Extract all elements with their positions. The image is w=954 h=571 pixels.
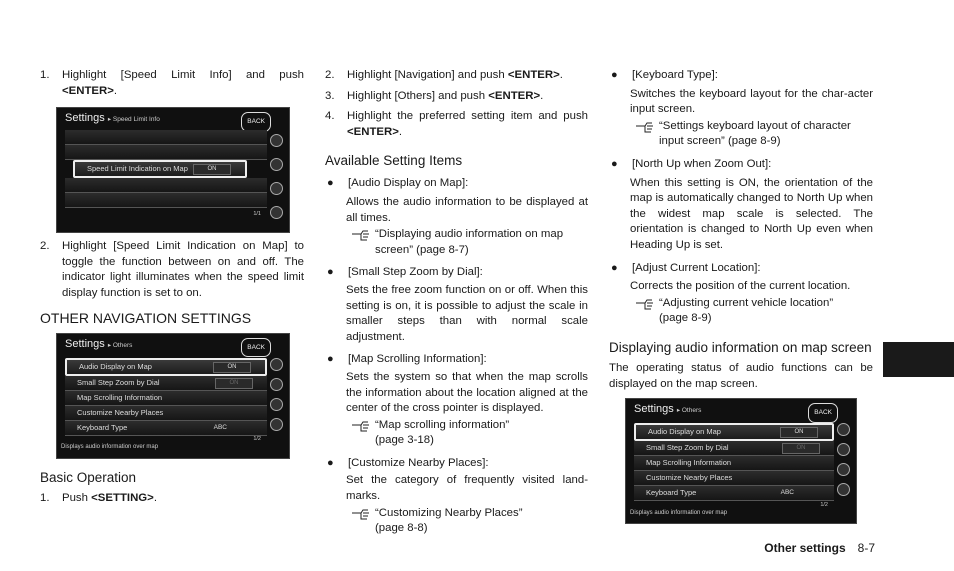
step-4: 4. Highlight the preferred setting item and push <ENTER>. [325, 110, 588, 138]
bullet-icon: ● [611, 157, 618, 170]
hand-pointer-icon [351, 227, 375, 258]
hand-pointer-icon [635, 119, 659, 150]
setting-item: ● [Map Scrolling Information]: [325, 352, 588, 368]
setting-item: ● [North Up when Zoom Out]: [609, 157, 873, 173]
screenshot-others: Settings ▸ Others BACK Audio Display on Map ON Small Step Zoom by Dial ON Map Scrolling Information Customize Nearby Places Keyboard Type ABC 1/2 Displays audio information over map [56, 333, 290, 459]
scroll-icon[interactable] [270, 158, 283, 171]
back-button[interactable]: BACK [241, 112, 271, 132]
column-2: 2. Highlight [Navigation] and push <ENTER>. 3. Highlight [Others] and push <ENTER>. 4. Highlight the preferred setting item and push <ENTER>. Available Setting Items ● [Audio Display on Map]: Allows the audio information to be displayed at all times. “Displaying audio information on map screen” (page 8-7) ● [Small Step Zoom by Dial]: Sets the free zoom function on or off. When this setting is on, it is possible to adjust the scale in smaller steps than with normal scale adjustment. ● [Map Scrolling Information]: Sets the system so that when the map scrolls the information about the location aligned at the center of the cross pointer is displayed. “Map scrolling information” (page 3-18) ● [Customize Nearby Places]: Set the category of frequently visited land-marks. “Customizing Nearby Places” (page 8-8) [325, 68, 588, 537]
hand-pointer-icon [351, 418, 375, 449]
basic-step-1: 1. Push <SETTING>. [40, 491, 157, 504]
list-item[interactable] [65, 178, 267, 193]
scroll-icon[interactable] [270, 398, 283, 411]
small-step-zoom-row[interactable]: Small Step Zoom by Dial ON [634, 441, 834, 456]
bullet-icon: ● [327, 266, 334, 279]
customize-nearby-row[interactable]: Customize Nearby Places [634, 471, 834, 486]
page-footer [764, 541, 875, 555]
section-heading: Displaying audio information on map screen [609, 339, 872, 355]
map-scrolling-row[interactable]: Map Scrolling Information [65, 391, 267, 406]
scroll-down-icon[interactable] [270, 418, 283, 431]
step-number: 1. [40, 69, 50, 81]
setting-item: ● [Adjust Current Location]: [609, 261, 873, 277]
help-text: Displays audio information over map [630, 509, 728, 516]
scroll-up-icon[interactable] [270, 358, 283, 371]
scroll-down-icon[interactable] [270, 206, 283, 219]
back-button[interactable]: BACK [241, 338, 271, 358]
cross-reference: “Settings keyboard layout of character input screen” (page 8-9) [609, 119, 873, 150]
step-text: Highlight [Speed Limit Info] and push [62, 69, 304, 81]
help-text: Displays audio information over map [61, 443, 159, 450]
small-step-zoom-row[interactable]: Small Step Zoom by Dial ON [65, 376, 267, 391]
cross-reference: “Adjusting current vehicle location” (page 8-9) [609, 296, 873, 327]
screen-breadcrumb: ▸ Speed Limit Info [107, 116, 160, 124]
step-2: 2. Highlight [Speed Limit Indication on Map] to toggle the function between on and off. The indicator light illuminates when the speed limit display function is set to on. [40, 239, 304, 301]
cross-reference: “Map scrolling information” (page 3-18) [325, 418, 588, 449]
page-indicator: 1/1 [253, 210, 261, 217]
hand-pointer-icon [635, 296, 659, 327]
setting-item: ● [Customize Nearby Places]: [325, 456, 588, 472]
setting-key-label: <SETTING> [91, 491, 154, 504]
setting-item: ● [Audio Display on Map]: [325, 176, 588, 192]
screenshot-audio-display: Settings ▸ Others BACK Audio Display on Map ON Small Step Zoom by Dial ON Map Scrolling Information Customize Nearby Places Keyboard Type ABC 1/2 Displays audio information over map [625, 398, 857, 524]
section-paragraph: The operating status of audio functions can be displayed on the map screen. [609, 361, 873, 390]
customize-nearby-row[interactable]: Customize Nearby Places [65, 406, 267, 421]
column-3: ● [Keyboard Type]: Switches the keyboard layout for the char-acter input screen. “Settings keyboard layout of character input screen” (page 8-9) ● [North Up when Zoom Out]: When this setting is ON, the orientation of the map is automatically changed to North Up when the widest map scale is selected. The orientation is changed to North Up even when Heading Up is set. ● [Adjust Current Location]: Corrects the position of the current location. “Adjusting current vehicle location” (page 8-9) Displaying audio information on map screen The operating status of audio functions can be displayed on the map screen. Settings ▸ Others BACK Audio Display on Map ON Small Step Zoom by Dial ON Map Scrolling Information Customize Nearby Places Keyboard Type ABC 1/2 Displays audio information over map [609, 68, 873, 524]
sub-heading: Basic Operation [40, 469, 137, 485]
indicator-on: ON [193, 164, 231, 175]
scroll-icon[interactable] [837, 443, 850, 456]
list-item[interactable] [65, 193, 267, 208]
speed-limit-row[interactable]: Speed Limit Indication on Map ON [73, 160, 247, 178]
bullet-icon: ● [611, 69, 618, 81]
step-3: 3. Highlight [Others] and push <ENTER>. [325, 89, 544, 102]
bullet-icon: ● [327, 353, 334, 366]
scroll-up-icon[interactable] [270, 134, 283, 147]
keyboard-type-row[interactable]: Keyboard Type ABC [65, 421, 267, 436]
audio-display-row[interactable]: Audio Display on Map ON [634, 423, 834, 441]
keyboard-type-row[interactable]: Keyboard Type ABC [634, 486, 834, 501]
scroll-up-icon[interactable] [837, 423, 850, 436]
bullet-icon: ● [611, 261, 618, 274]
step-1: 1. Highlight [Speed Limit Info] and push <ENTER>. [40, 68, 304, 99]
scroll-icon[interactable] [837, 463, 850, 476]
section-name: Other settings [764, 541, 846, 555]
screen-title: Settings [65, 112, 105, 125]
back-button[interactable]: BACK [808, 403, 838, 423]
scroll-icon[interactable] [270, 182, 283, 195]
screenshot-speed-limit-info [56, 107, 290, 233]
enter-key-label: <ENTER> [62, 84, 114, 97]
list-item[interactable] [65, 145, 267, 160]
scroll-icon[interactable] [270, 378, 283, 391]
hand-pointer-icon [351, 506, 375, 537]
step-text: Highlight [Speed Limit Indication on Map] to toggle the function between on and off. The indicator light illuminates when the speed limit display function is set to on. [62, 240, 304, 299]
section-heading: Available Setting Items [325, 153, 463, 169]
page-number: 8-7 [857, 541, 875, 555]
scroll-down-icon[interactable] [837, 483, 850, 496]
setting-item: ● [Keyboard Type]: [609, 68, 873, 84]
map-scrolling-row[interactable]: Map Scrolling Information [634, 456, 834, 471]
cross-reference: “Customizing Nearby Places” (page 8-8) [325, 506, 588, 537]
cross-reference: “Displaying audio information on map screen” (page 8-7) [325, 227, 588, 258]
bullet-icon: ● [327, 177, 334, 190]
list-item[interactable] [65, 130, 267, 145]
column-1 [40, 68, 304, 511]
section-heading: OTHER NAVIGATION SETTINGS [40, 309, 252, 326]
bullet-icon: ● [327, 456, 334, 469]
setting-item: ● [Small Step Zoom by Dial]: [325, 265, 588, 281]
chapter-tab [883, 342, 954, 377]
audio-display-row[interactable]: Audio Display on Map ON [65, 358, 267, 376]
step-2: 2. Highlight [Navigation] and push <ENTER>. [325, 69, 563, 81]
